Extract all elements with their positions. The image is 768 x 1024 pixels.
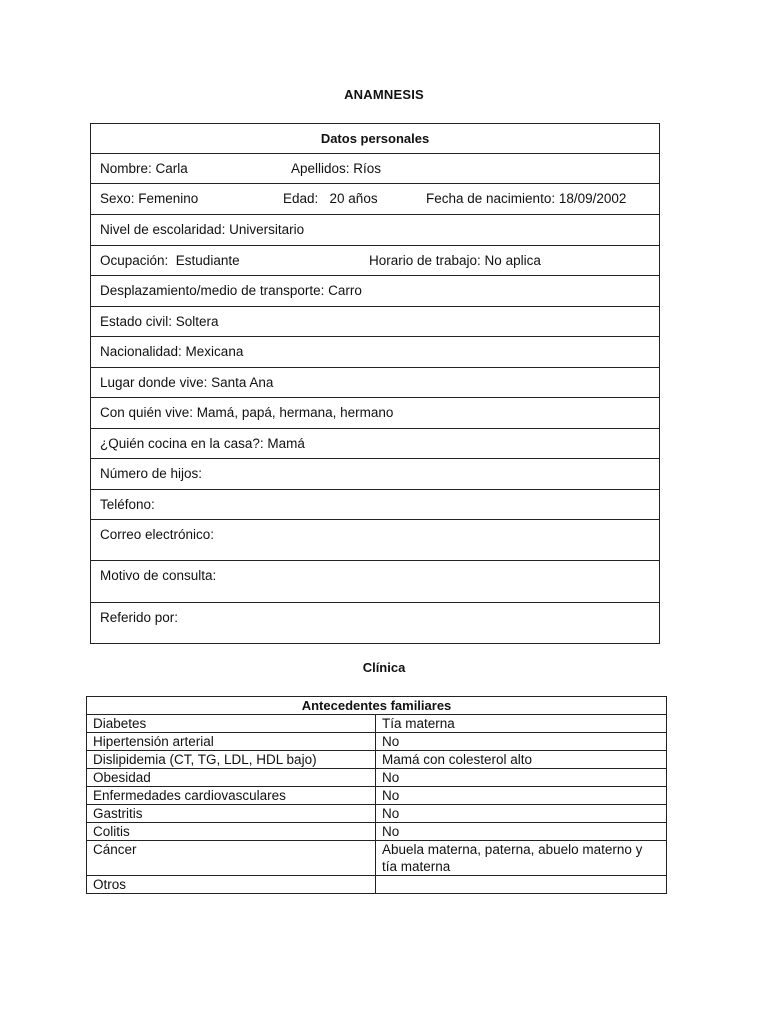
condition-cell: Obesidad — [87, 769, 376, 787]
referred-by-field: Referido por: — [100, 610, 179, 625]
condition-cell: Otros — [87, 876, 376, 894]
table-row — [87, 787, 667, 805]
personal-data-table — [90, 123, 660, 644]
condition-cell: Hipertensión arterial — [87, 733, 376, 751]
condition-cell: Colitis — [87, 823, 376, 841]
family-history-table — [86, 696, 667, 894]
referred-by-row — [91, 603, 660, 644]
civil-status-row — [91, 307, 660, 337]
work-schedule-field: Horario de trabajo: No aplica — [369, 253, 541, 268]
sex-age-row — [91, 184, 660, 215]
phone-field: Teléfono: — [100, 497, 155, 512]
education-field: Nivel de escolaridad: Universitario — [100, 222, 305, 237]
consultation-reason-row — [91, 561, 660, 603]
residence-row — [91, 368, 660, 398]
email-field: Correo electrónico: — [100, 527, 215, 542]
table-row — [87, 733, 667, 751]
civil-status-field: Estado civil: Soltera — [100, 314, 219, 329]
email-row — [91, 520, 660, 561]
value-cell: No — [376, 823, 667, 841]
name-field: Nombre: Carla — [100, 161, 188, 176]
table-row — [87, 715, 667, 733]
table-row — [87, 805, 667, 823]
value-cell: No — [376, 733, 667, 751]
birthdate-field: Fecha de nacimiento: 18/09/2002 — [426, 191, 627, 206]
table-row — [87, 823, 667, 841]
transport-row — [91, 276, 660, 307]
value-cell: Mamá con colesterol alto — [376, 751, 667, 769]
age-field: Edad: 20 años — [283, 191, 378, 206]
family-history-header: Antecedentes familiares — [87, 697, 667, 715]
transport-field: Desplazamiento/medio de transporte: Carro — [100, 283, 362, 298]
value-cell: No — [376, 769, 667, 787]
nationality-row — [91, 337, 660, 368]
value-cell: Abuela materna, paterna, abuelo materno y tía materna — [376, 841, 667, 876]
occupation-row — [91, 246, 660, 276]
lives-with-row — [91, 398, 660, 429]
nationality-field: Nacionalidad: Mexicana — [100, 344, 244, 359]
table-row — [87, 876, 667, 894]
value-cell: No — [376, 787, 667, 805]
name-row — [91, 154, 660, 184]
education-row — [91, 215, 660, 246]
condition-cell: Diabetes — [87, 715, 376, 733]
phone-row — [91, 490, 660, 520]
residence-field: Lugar donde vive: Santa Ana — [100, 375, 274, 390]
who-cooks-row — [91, 429, 660, 459]
children-row — [91, 459, 660, 490]
condition-cell: Cáncer — [87, 841, 376, 876]
value-cell — [376, 876, 667, 894]
personal-data-header: Datos personales — [91, 124, 660, 154]
table-row — [87, 769, 667, 787]
who-cooks-field: ¿Quién cocina en la casa?: Mamá — [100, 436, 305, 451]
children-field: Número de hijos: — [100, 466, 203, 481]
clinical-section-title: Clínica — [362, 660, 406, 675]
surname-field: Apellidos: Ríos — [291, 161, 382, 176]
sex-field: Sexo: Femenino — [100, 191, 199, 206]
document-title: ANAMNESIS — [344, 87, 424, 102]
occupation-field: Ocupación: Estudiante — [100, 253, 240, 268]
consultation-reason-field: Motivo de consulta: — [100, 568, 217, 583]
value-cell: No — [376, 805, 667, 823]
table-row — [87, 751, 667, 769]
table-row — [87, 841, 667, 876]
lives-with-field: Con quién vive: Mamá, papá, hermana, hermano — [100, 405, 394, 420]
condition-cell: Enfermedades cardiovasculares — [87, 787, 376, 805]
value-cell: Tía materna — [376, 715, 667, 733]
condition-cell: Dislipidemia (CT, TG, LDL, HDL bajo) — [87, 751, 376, 769]
condition-cell: Gastritis — [87, 805, 376, 823]
